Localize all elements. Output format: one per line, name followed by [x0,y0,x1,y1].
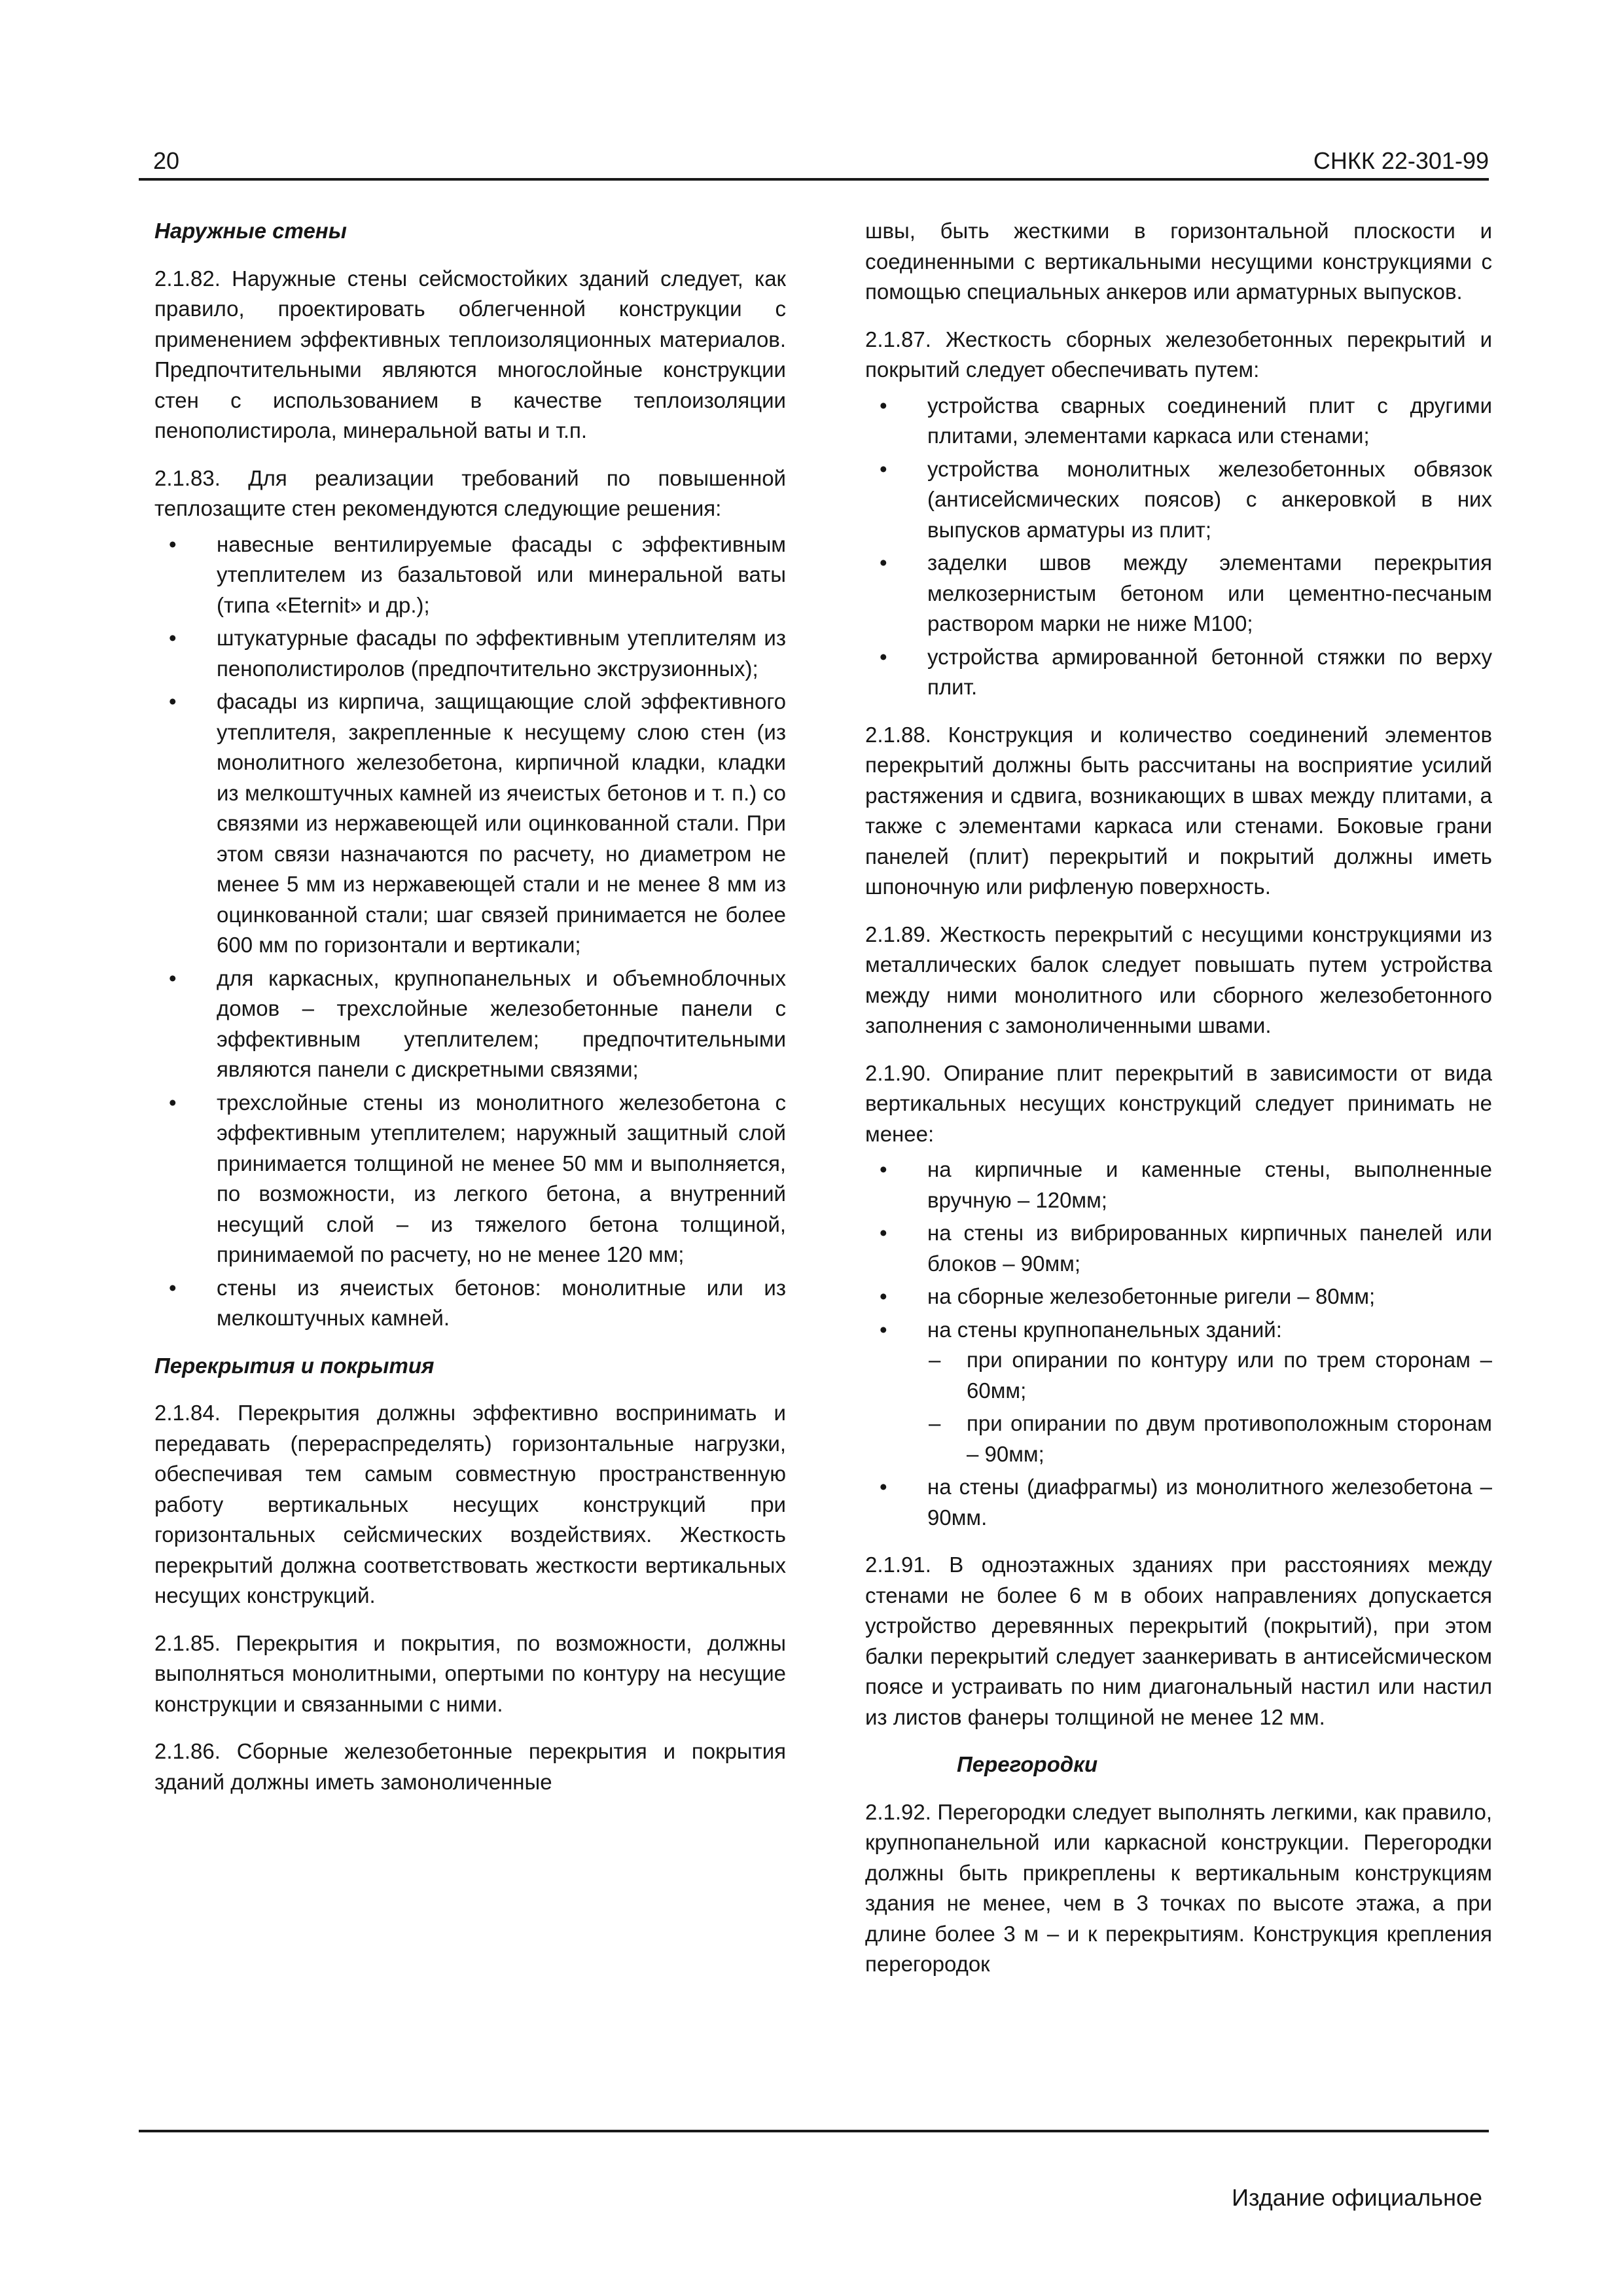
paragraph-2-1-87: 2.1.87. Жесткость сборных железобетонных перекрытий и покрытий следует обеспечивать путем: [865,327,1492,382]
list-item: • стены из ячеистых бетонов: монолитные или из мелкоштучных камней. [154,1273,786,1334]
section-heading-partitions: Перегородки [957,1752,1098,1776]
header-rule [139,178,1489,181]
paragraph-2-1-85: 2.1.85. Перекрытия и покрытия, по возможности, должны выполняться монолитными, опертыми по контуру на несущие конструкции и связанными с ними. [154,1630,786,1716]
list-item: • устройства монолитных железобетонных обвязок (антисейсмических поясов) с анкеровкой в них выпусков арматуры из плит; [865,454,1492,546]
paragraph-2-1-92: 2.1.92. Перегородки следует выполнять легкими, как правило, крупнопанельной или каркасной конструкции. Перегородки должны быть прикреплены к вертикальным конструкциям здания не менее, чем в 3 точках по высоте этажа, а при длине более 3 м – и к перекрытиям. Конструкция крепления перегородок [865,1799,1492,1976]
list-item: • фасады из кирпича, защищающие слой эффективного утеплителя, закрепленные к несущему слою стен (из монолитного железобетона, кирпичной кладки, кладки из мелкоштучных камней из ячеистых бетонов и т. п.) со связями из нержавеющей или оцинкованной стали. При этом связи назначаются по расчету, но диаметром не менее 5 мм из нержавеющей стали и не менее 8 мм из оцинкованной стали; шаг связей принимается не более 600 мм по горизонтали и вертикали; [154,687,786,961]
list-item: • на стены (диафрагмы) из монолитного железобетона – 90мм. [865,1472,1492,1533]
list-2-1-83 [154,529,786,1334]
sublist-item: – при опирании по двум противоположным сторонам – 90мм; [927,1408,1492,1469]
section-heading-outer-walls: Наружные стены [154,219,347,243]
paragraph-2-1-89: 2.1.89. Жесткость перекрытий с несущими конструкциями из металлических балок следует повышать путем устройства между ними монолитного или сборного железобетонного заполнения с замоноличенными швами. [865,922,1492,1037]
paragraph-2-1-91: 2.1.91. В одноэтажных зданиях при расстояниях между стенами не более 6 м в обоих направлениях допускается устройство деревянных перекрытий (покрытий), при этом балки перекрытий следует заанкеривать в антисейсмическом поясе и устраивать по ним диагональный настил или настил из листов фанеры толщиной не менее 12 мм. [865,1552,1492,1729]
footer-rule [139,2130,1489,2132]
list-item: • штукатурные фасады по эффективным утеплителям из пенополистиролов (предпочтительно экструзионных); [154,623,786,684]
list-item [865,1315,1492,1470]
document-code: СНКК 22-301-99 [1313,147,1489,174]
list-2-1-90 [865,1155,1492,1533]
list-2-1-87 [865,391,1492,703]
paragraph-2-1-84: 2.1.84. Перекрытия должны эффективно воспринимать и передавать (перераспределять) горизонтальные нагрузки, обеспечивая тем самым совместную пространственную работу вертикальных несущих конструкций при горизонтальных сейсмических воздействиях. Жесткость перекрытий должна соответствовать жесткости вертикальных несущих конструкций. [154,1401,786,1607]
list-item: • на сборные железобетонные ригели – 80мм; [865,1282,1492,1312]
left-column [154,216,786,1814]
paragraph-2-1-86: 2.1.86. Сборные железобетонные перекрытия и покрытия зданий должны иметь замоноличенные [154,1739,786,1794]
section-heading-floors: Перекрытия и покрытия [154,1353,435,1378]
paragraph-2-1-82: 2.1.82. Наружные стены сейсмостойких зданий следует, как правило, проектировать облегченной конструкции с применением эффективных теплоизоляционных материалов. Предпочтительными являются многослойные конструкции стен с использованием в качестве теплоизоляции пенополистирола, минеральной ваты и т.п. [154,266,786,442]
list-item: • трехслойные стены из монолитного железобетона с эффективным утеплителем; наружный защитный слой принимается толщиной не менее 50 мм и выполняется, по возможности, из легкого бетона, а внутренний несущий слой – из тяжелого бетона толщиной, принимаемой по расчету, но не менее 120 мм; [154,1088,786,1270]
page-number: 20 [153,147,180,174]
paragraph-2-1-88: 2.1.88. Конструкция и количество соединений элементов перекрытий должны быть рассчитаны на восприятие усилий растяжения и сдвига, возникающих в швах между плитами, а также с элементами каркаса или стенами. Боковые грани панелей (плит) перекрытий и покрытий должны иметь шпоночную или рифленую поверхность. [865,722,1492,899]
list-item: • на стены из вибрированных кирпичных панелей или блоков – 90мм; [865,1218,1492,1279]
right-column [865,216,1492,1997]
paragraph-2-1-90: 2.1.90. Опирание плит перекрытий в зависимости от вида вертикальных несущих конструкций следует принимать не менее: [865,1060,1492,1146]
paragraph-2-1-83: 2.1.83. Для реализации требований по повышенной теплозащите стен рекомендуются следующие решения: [154,465,786,520]
sublist-item: – при опирании по контуру или по трем сторонам – 60мм; [927,1345,1492,1406]
edition-label: Издание официальное [1232,2184,1482,2211]
paragraph-2-1-86-continued: швы, быть жесткими в горизонтальной плоскости и соединенными с вертикальными несущими конструкциями с помощью специальных анкеров или арматурных выпусков. [865,219,1492,304]
list-item-text: на стены крупнопанельных зданий: [927,1317,1282,1342]
list-item: • устройства армированной бетонной стяжки по верху плит. [865,642,1492,703]
sublist-panel-buildings [927,1345,1492,1469]
list-item: • заделки швов между элементами перекрытия мелкозернистым бетоном или цементно-песчаным раствором марки не ниже М100; [865,548,1492,639]
list-item: • на кирпичные и каменные стены, выполненные вручную – 120мм; [865,1155,1492,1215]
list-item: • устройства сварных соединений плит с другими плитами, элементами каркаса или стенами; [865,391,1492,452]
list-item: • навесные вентилируемые фасады с эффективным утеплителем из базальтовой или минеральной ваты (типа «Eternit» и др.); [154,529,786,621]
list-item: • для каркасных, крупнопанельных и объемноблочных домов – трехслойные железобетонные панели с эффективным утеплителем; предпочтительными являются панели с дискретными связями; [154,963,786,1085]
